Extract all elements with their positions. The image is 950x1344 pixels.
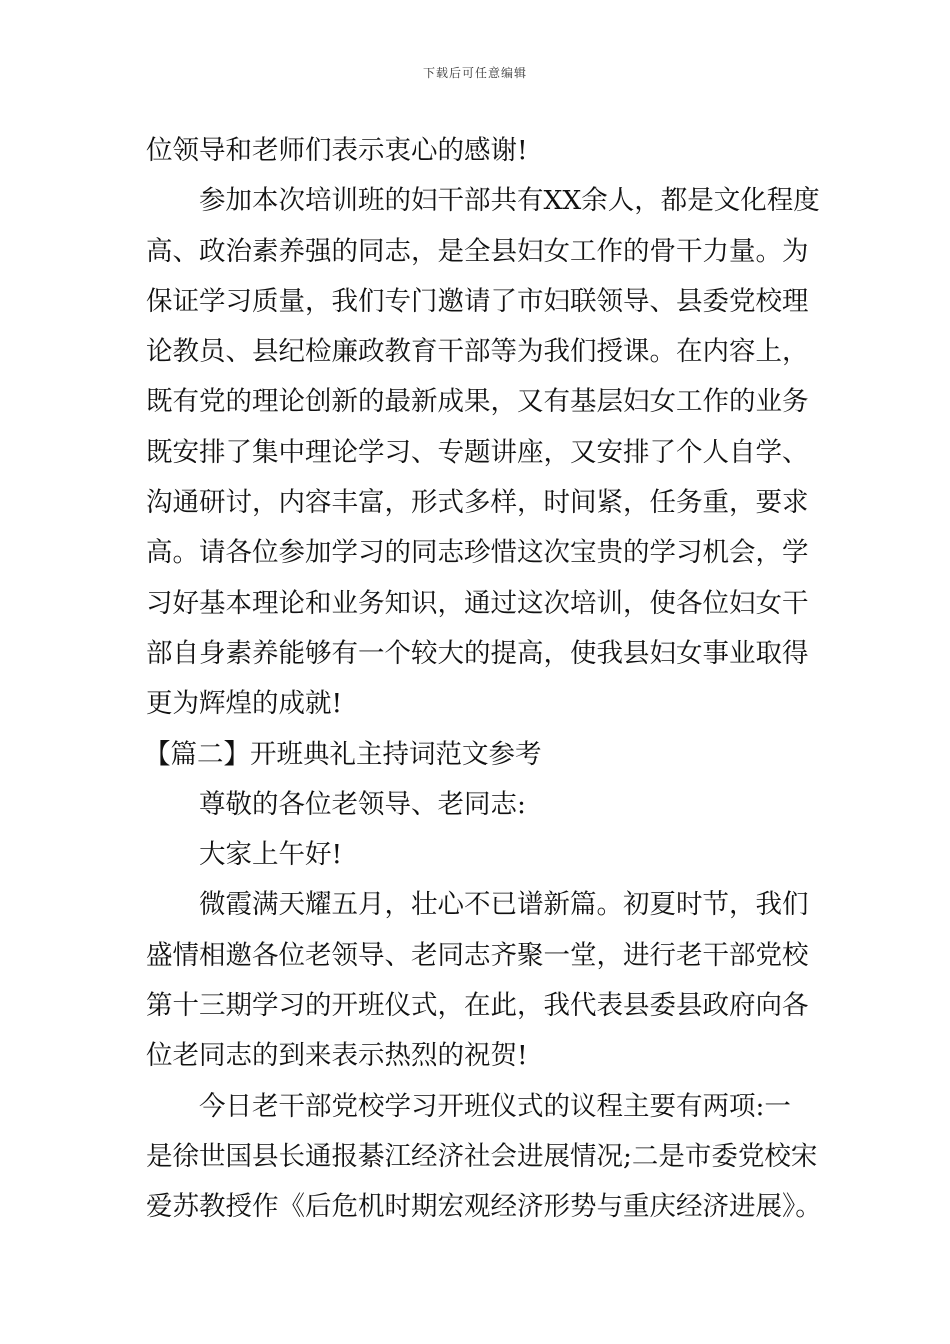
text-line: 位老同志的到来表示热烈的祝贺!	[146, 1040, 528, 1072]
paragraph-start: 参加本次培训班的妇干部共有XX余人，都是文化程度	[199, 185, 820, 217]
paragraph-start: 微霞满天耀五月，壮心不已谱新篇。初夏时节，我们	[199, 889, 809, 921]
page-header: 下载后可任意编辑	[422, 66, 527, 80]
text-line: 保证学习质量，我们专门邀请了市妇联领导、县委党校理	[146, 285, 809, 317]
salutation: 尊敬的各位老领导、老同志:	[199, 788, 526, 820]
text-line: 沟通研讨，内容丰富，形式多样，时间紧，任务重，要求	[146, 487, 809, 519]
text-line: 盛情相邀各位老领导、老同志齐聚一堂，进行老干部党校	[146, 939, 809, 971]
section-heading: 【篇二】开班典礼主持词范文参考	[144, 738, 542, 770]
text-line: 爱苏教授作《后危机时期宏观经济形势与重庆经济进展》。	[146, 1191, 822, 1223]
document-body	[144, 126, 822, 1233]
text-line: 既有党的理论创新的最新成果，又有基层妇女工作的业务	[146, 386, 809, 418]
text-line: 论教员、县纪检廉政教育干部等为我们授课。在内容上，	[146, 336, 809, 368]
text-line: 第十三期学习的开班仪式，在此，我代表县委县政府向各	[146, 990, 809, 1022]
text-line: 高、政治素养强的同志，是全县妇女工作的骨干力量。为	[146, 235, 809, 267]
text-line: 位领导和老师们表示衷心的感谢!	[146, 135, 528, 166]
text-line: 更为辉煌的成就!	[146, 688, 343, 720]
text-line: 部自身素养能够有一个较大的提高，使我县妇女事业取得	[146, 637, 809, 669]
text-line: 既安排了集中理论学习、专题讲座，又安排了个人自学、	[146, 436, 809, 468]
text-line: 习好基本理论和业务知识，通过这次培训，使各位妇女干	[146, 587, 809, 619]
paragraph-start: 今日老干部党校学习开班仪式的议程主要有两项:一	[199, 1090, 791, 1122]
greeting: 大家上午好!	[199, 839, 343, 871]
text-line: 是徐世国县长通报綦江经济社会进展情况;二是市委党校宋	[146, 1140, 818, 1172]
text-line: 高。请各位参加学习的同志珍惜这次宝贵的学习机会，学	[146, 537, 809, 569]
